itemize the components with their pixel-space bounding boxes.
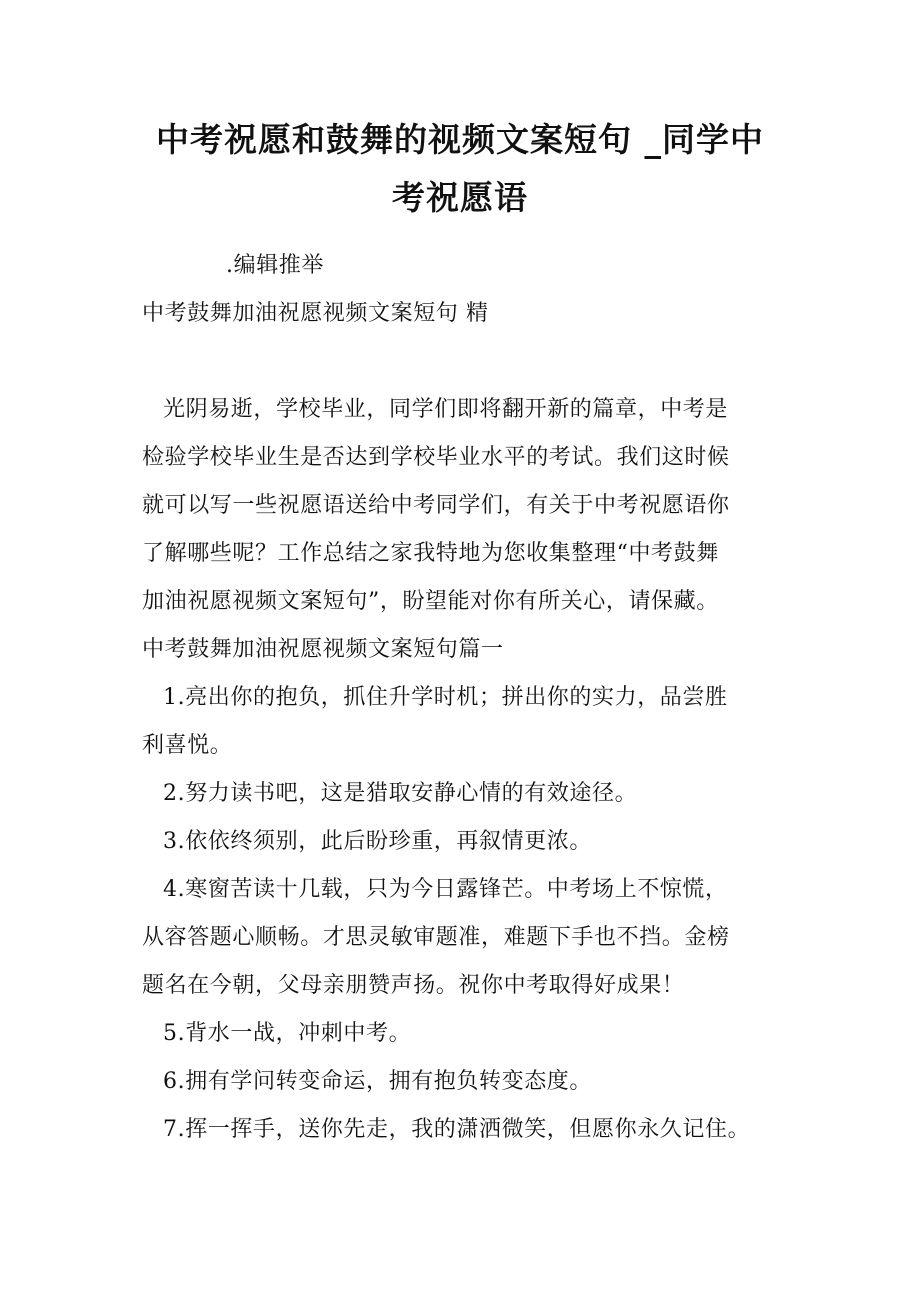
list-item-7: 7.挥一挥手，送你先走，我的潇洒微笑，但愿你永久记住。 (163, 1117, 751, 1142)
list-item-1-line-1: 1.亮出你的抱负，抓住升学时机；拼出你的实力，品尝胜 (163, 685, 728, 710)
intro-line-2: 检验学校毕业生是否达到学校毕业水平的考试。我们这时候 (142, 445, 730, 470)
document-title-line-1: 中考祝愿和鼓舞的视频文案短句 _同学中 (156, 120, 764, 159)
list-item-1-line-2: 利喜悦。 (142, 733, 233, 758)
list-item-5: 5.背水一战，冲刺中考。 (163, 1021, 412, 1046)
intro-line-5: 加油祝愿视频文案短句”，盼望能对你有所关心，请保藏。 (142, 589, 719, 614)
list-item-4-line-3: 题名在今朝，父母亲朋赞声扬。祝你中考取得好成果！ (142, 973, 685, 998)
subtitle: 中考鼓舞加油祝愿视频文案短句 精 (142, 301, 489, 326)
list-item-4-line-1: 4.寒窗苦读十几载，只为今日露锋芒。中考场上不惊慌， (163, 877, 728, 902)
section-heading: 中考鼓舞加油祝愿视频文案短句篇一 (142, 637, 504, 662)
intro-line-1: 光阴易逝，学校毕业，同学们即将翻开新的篇章，中考是 (163, 397, 729, 422)
intro-line-4: 了解哪些呢？工作总结之家我特地为您收集整理“中考鼓舞 (142, 541, 719, 566)
list-item-4-line-2: 从容答题心顺畅。才思灵敏审题准，难题下手也不挡。金榜 (142, 925, 730, 950)
editor-note: .编辑推举 (226, 253, 324, 278)
list-item-3: 3.依依终须别，此后盼珍重，再叙情更浓。 (163, 829, 592, 854)
intro-line-3: 就可以写一些祝愿语送给中考同学们，有关于中考祝愿语你 (142, 493, 730, 518)
list-item-6: 6.拥有学问转变命运，拥有抱负转变态度。 (163, 1069, 592, 1094)
list-item-2: 2.努力读书吧，这是猎取安静心情的有效途径。 (163, 781, 638, 806)
document-title-line-2: 考祝愿语 (392, 178, 528, 217)
